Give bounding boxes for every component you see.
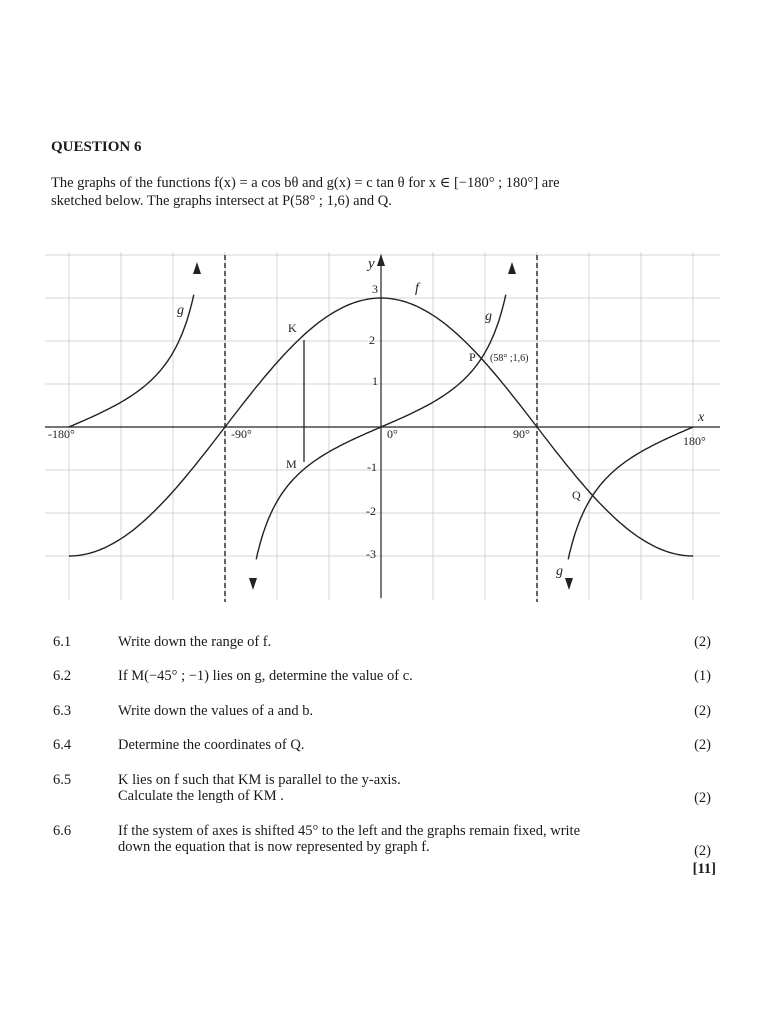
y-tick-3: 3 — [372, 282, 378, 296]
question-marks: (2) — [694, 843, 711, 859]
question-heading: QUESTION 6 — [51, 139, 142, 155]
question-text: Write down the values of a and b. — [118, 703, 314, 719]
question-number: 6.6 — [53, 823, 72, 839]
question-text: K lies on f such that KM is parallel to the y-axis. — [118, 772, 401, 788]
arrow-g-left-top — [193, 262, 201, 274]
label-f: f — [415, 281, 419, 296]
question-text-line-2: down the equation that is now represented by graph f. — [118, 839, 430, 855]
question-number: 6.4 — [53, 737, 72, 753]
y-axis-label: y — [368, 256, 375, 272]
question-text: If M(−45° ; −1) lies on g, determine the value of c. — [118, 668, 413, 684]
question-number: 6.3 — [53, 703, 72, 719]
intro-line-2: sketched below. The graphs intersect at P(58° ; 1,6) and Q. — [51, 193, 392, 209]
label-k: K — [288, 321, 297, 335]
question-text: Write down the range of f. — [118, 634, 272, 650]
question-marks: (2) — [694, 790, 711, 806]
question-text: Determine the coordinates of Q. — [118, 737, 305, 753]
arrow-g-mid-bottom — [249, 578, 257, 590]
intro-line-1: The graphs of the functions f(x) = a cos bθ and g(x) = c tan θ for x ∈ [−180° ; 180°] are — [51, 175, 560, 191]
label-q: Q — [572, 488, 581, 502]
label-g-left: g — [177, 303, 184, 318]
y-tick-minus-3: -3 — [366, 547, 376, 561]
x-tick-minus-90: -90° — [231, 427, 252, 441]
question-number: 6.2 — [53, 668, 72, 684]
x-tick-90: 90° — [513, 427, 530, 441]
total-marks: [11] — [692, 861, 716, 877]
y-tick-minus-2: -2 — [366, 504, 376, 518]
arrow-g-mid-top — [508, 262, 516, 274]
y-tick-2: 2 — [369, 333, 375, 347]
label-m: M — [286, 457, 297, 471]
arrow-y-axis — [377, 254, 385, 266]
question-number: 6.1 — [53, 634, 72, 650]
question-number: 6.5 — [53, 772, 72, 788]
label-g-right: g — [556, 564, 563, 579]
question-text-line-2: Calculate the length of KM . — [118, 788, 284, 804]
question-marks: (2) — [694, 737, 711, 753]
label-p: P — [469, 350, 476, 364]
x-tick-0: 0° — [387, 427, 398, 441]
curve-g-right — [568, 427, 693, 559]
question-text: If the system of axes is shifted 45° to the left and the graphs remain fixed, write — [118, 823, 581, 839]
label-p-coord: (58° ;1,6) — [490, 353, 529, 364]
label-g-mid: g — [485, 309, 492, 324]
x-tick-minus-180: -180° — [48, 427, 75, 441]
curve-g-left — [69, 295, 194, 427]
question-marks: (2) — [694, 634, 711, 650]
question-marks: (2) — [694, 703, 711, 719]
y-tick-1: 1 — [372, 374, 378, 388]
arrow-g-right-bottom — [565, 578, 573, 590]
y-tick-minus-1: -1 — [367, 460, 377, 474]
question-marks: (1) — [694, 668, 711, 684]
x-tick-180: 180° — [683, 434, 706, 448]
x-axis-label: x — [698, 410, 705, 425]
